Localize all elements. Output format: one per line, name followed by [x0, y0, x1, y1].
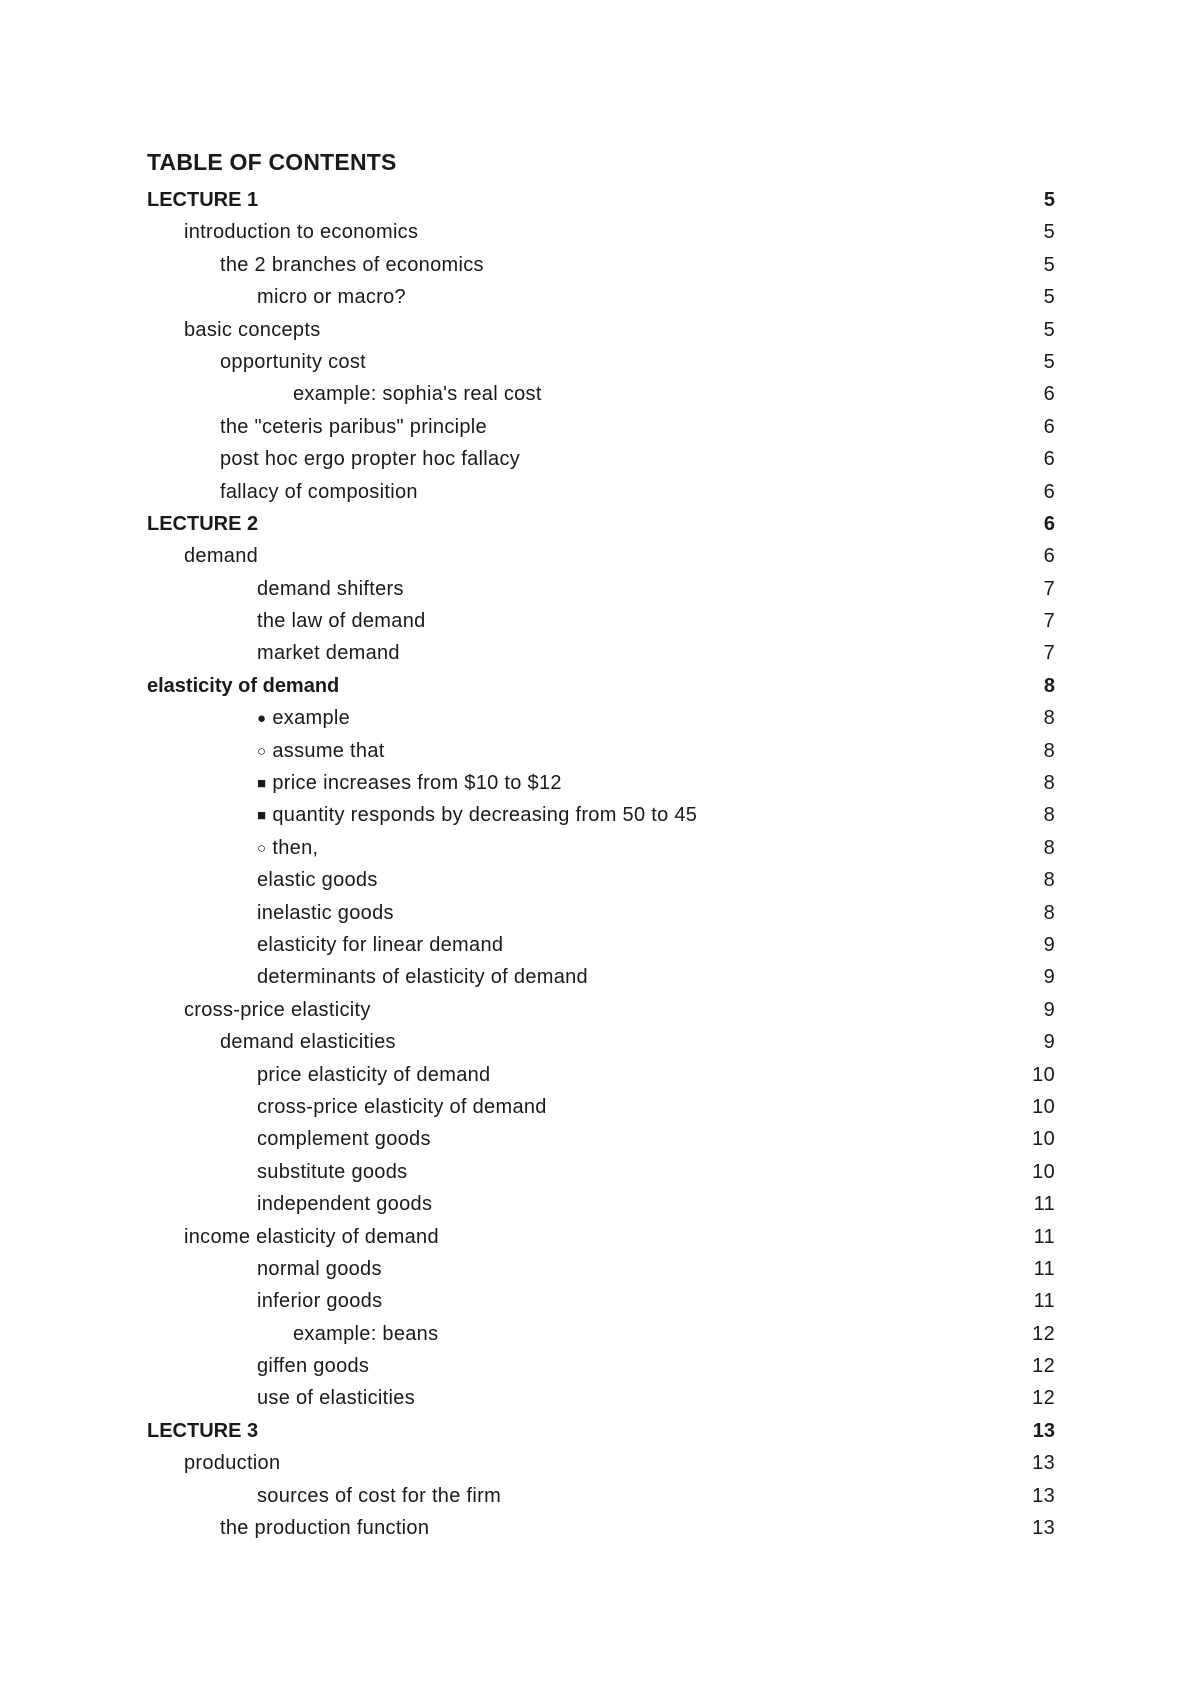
toc-entry-label [184, 1447, 280, 1479]
toc-entry[interactable] [147, 1091, 1067, 1123]
toc-page-number: 5 [1043, 221, 1055, 244]
toc-entry-text: cross-price elasticity [184, 998, 371, 1021]
toc-entry-label [257, 961, 588, 993]
toc-entry[interactable] [147, 1188, 1067, 1220]
toc-list [147, 184, 1067, 1544]
toc-page-number: 11 [1033, 1290, 1055, 1313]
toc-entry-text: elasticity of demand [147, 674, 340, 697]
toc-page-number: 5 [1043, 286, 1055, 309]
toc-entry[interactable] [147, 994, 1067, 1026]
toc-page-number: 9 [1043, 966, 1055, 989]
toc-entry-label [184, 540, 258, 572]
toc-entry-label [220, 443, 520, 475]
toc-title: TABLE OF CONTENTS [147, 149, 397, 175]
toc-entry[interactable] [147, 735, 1067, 767]
toc-entry-text: micro or macro? [257, 286, 406, 309]
toc-entry[interactable] [147, 832, 1067, 864]
toc-entry-label [220, 411, 487, 443]
toc-entry-label [257, 1285, 382, 1317]
toc-entry-text: LECTURE 2 [147, 512, 259, 535]
toc-section-heading[interactable] [147, 670, 1067, 702]
toc-entry-label [257, 637, 400, 669]
toc-entry[interactable] [147, 346, 1067, 378]
toc-entry[interactable] [147, 1026, 1067, 1058]
toc-page-number: 9 [1043, 933, 1055, 956]
toc-page-number: 5 [1043, 318, 1055, 341]
toc-page-number: 5 [1043, 350, 1055, 373]
toc-entry-label [184, 216, 418, 248]
toc-entry-text: demand elasticities [220, 1031, 396, 1054]
toc-entry-label [257, 897, 394, 929]
toc-entry[interactable] [147, 1480, 1067, 1512]
toc-page-number: 8 [1043, 772, 1055, 795]
toc-entry-text: substitute goods [257, 1160, 408, 1183]
toc-entry-label [184, 994, 371, 1026]
toc-entry-text: demand shifters [257, 577, 404, 600]
toc-entry-label [220, 346, 366, 378]
toc-entry-label [257, 605, 426, 637]
toc-entry-label [257, 1350, 369, 1382]
toc-entry-label [293, 378, 542, 410]
toc-entry-text: price increases from $10 to $12 [272, 772, 562, 795]
toc-entry[interactable] [147, 897, 1067, 929]
toc-page-number: 6 [1043, 512, 1055, 535]
toc-page-number: 6 [1043, 383, 1055, 406]
toc-entry[interactable] [147, 1382, 1067, 1414]
toc-entry-label [257, 573, 404, 605]
toc-entry-label [220, 1026, 396, 1058]
toc-page-number: 8 [1043, 836, 1055, 859]
toc-entry[interactable] [147, 637, 1067, 669]
toc-entry-text: LECTURE 1 [147, 189, 259, 211]
toc-entry-text: opportunity cost [220, 350, 366, 373]
document-page [147, 146, 1067, 1544]
toc-entry[interactable] [147, 702, 1067, 734]
toc-page-number: 12 [1032, 1322, 1055, 1345]
toc-entry[interactable] [147, 540, 1067, 572]
toc-page-number: 12 [1032, 1355, 1055, 1378]
toc-entry[interactable] [147, 411, 1067, 443]
toc-entry-text: example [272, 707, 351, 730]
toc-entry[interactable] [147, 281, 1067, 313]
toc-entry-text: the "ceteris paribus" principle [220, 415, 487, 438]
toc-entry-label [257, 799, 697, 832]
toc-entry-label [184, 1221, 439, 1253]
toc-page-number: 9 [1043, 998, 1055, 1021]
toc-page-number: 13 [1032, 1517, 1055, 1540]
toc-entry[interactable] [147, 1447, 1067, 1479]
toc-page-number: 10 [1032, 1160, 1055, 1183]
toc-entry-label [184, 314, 321, 346]
toc-entry-label [257, 1091, 547, 1123]
toc-entry[interactable] [147, 216, 1067, 248]
toc-entry-label [257, 1480, 501, 1512]
toc-page-number: 7 [1043, 610, 1055, 633]
toc-page-number: 5 [1043, 253, 1055, 276]
toc-entry-text: income elasticity of demand [184, 1225, 439, 1248]
toc-page-number: 10 [1032, 1095, 1055, 1118]
toc-entry-text: fallacy of composition [220, 480, 418, 503]
toc-entry-text: LECTURE 3 [147, 1419, 259, 1442]
toc-page-number: 7 [1043, 577, 1055, 600]
bullet-icon: ○ [257, 839, 267, 857]
toc-entry-text: price elasticity of demand [257, 1063, 491, 1086]
toc-entry-label [220, 249, 484, 281]
toc-entry[interactable] [147, 1285, 1067, 1317]
toc-entry-text: introduction to economics [184, 221, 419, 244]
toc-entry[interactable] [147, 314, 1067, 346]
toc-page-number: 11 [1033, 1225, 1055, 1248]
toc-entry[interactable] [147, 799, 1067, 831]
toc-entry-text: cross-price elasticity of demand [257, 1095, 547, 1118]
toc-entry-label [257, 1382, 415, 1414]
toc-entry-text: elasticity for linear demand [257, 933, 504, 956]
toc-entry-label [257, 702, 350, 735]
toc-entry-label [147, 670, 339, 702]
toc-entry-text: example: sophia's real cost [293, 383, 542, 406]
bullet-icon: ● [257, 710, 267, 728]
toc-entry[interactable] [147, 1350, 1067, 1382]
toc-entry-text: quantity responds by decreasing from 50 to 45 [272, 804, 698, 827]
toc-page-number: 8 [1043, 707, 1055, 730]
toc-entry-label [257, 735, 385, 768]
toc-entry-label [220, 1512, 429, 1544]
toc-entry-text: then, [272, 836, 319, 859]
toc-entry[interactable] [147, 573, 1067, 605]
toc-section-heading[interactable] [147, 508, 1067, 540]
toc-entry-label [257, 832, 318, 865]
toc-page-number: 10 [1032, 1063, 1055, 1086]
toc-entry[interactable] [147, 443, 1067, 475]
toc-entry-label [257, 281, 406, 313]
toc-entry-text: basic concepts [184, 318, 321, 341]
toc-entry[interactable] [147, 864, 1067, 896]
bullet-icon: ■ [257, 775, 267, 793]
toc-entry-label [147, 508, 258, 540]
toc-entry-text: the law of demand [257, 610, 426, 633]
toc-entry-label [257, 767, 562, 800]
toc-entry[interactable] [147, 249, 1067, 281]
toc-entry[interactable] [147, 1156, 1067, 1188]
toc-entry-label [257, 864, 378, 896]
toc-entry-text: the 2 branches of economics [220, 253, 484, 276]
toc-entry-label [257, 1156, 407, 1188]
toc-entry-text: independent goods [257, 1193, 433, 1216]
toc-entry-text: complement goods [257, 1128, 431, 1151]
toc-page-number: 10 [1032, 1128, 1055, 1151]
toc-entry-text: elastic goods [257, 869, 378, 892]
toc-entry-label [220, 476, 418, 508]
toc-page-number: 6 [1043, 480, 1055, 503]
toc-page-number: 8 [1043, 901, 1055, 924]
toc-entry-text: use of elasticities [257, 1387, 415, 1410]
toc-page-number: 6 [1043, 545, 1055, 568]
toc-entry-label [257, 1123, 431, 1155]
toc-page-number: 9 [1043, 1031, 1055, 1054]
toc-entry[interactable] [147, 1123, 1067, 1155]
toc-page-number: 8 [1043, 869, 1055, 892]
toc-entry[interactable] [147, 1059, 1067, 1091]
toc-page-number: 13 [1032, 1452, 1055, 1475]
toc-entry[interactable] [147, 1221, 1067, 1253]
toc-entry-label [257, 929, 503, 961]
toc-section-heading[interactable] [147, 184, 1067, 216]
toc-entry-text: example: beans [293, 1322, 439, 1345]
toc-page-number: 11 [1033, 1193, 1055, 1216]
toc-entry[interactable] [147, 767, 1067, 799]
toc-page-number: 11 [1033, 1257, 1055, 1280]
toc-page-number: 12 [1032, 1387, 1055, 1410]
toc-page-number: 8 [1043, 739, 1055, 762]
toc-entry-text: determinants of elasticity of demand [257, 966, 588, 989]
bullet-icon: ■ [257, 807, 267, 825]
toc-section-heading[interactable] [147, 1415, 1067, 1447]
toc-page-number: 6 [1043, 448, 1055, 471]
toc-entry-text: inferior goods [257, 1290, 383, 1313]
toc-entry[interactable] [147, 1318, 1067, 1350]
toc-entry-text: production [184, 1452, 281, 1475]
toc-entry-text: inelastic goods [257, 901, 394, 924]
toc-entry-label [147, 1415, 258, 1447]
toc-entry[interactable] [147, 378, 1067, 410]
toc-entry-text: the production function [220, 1517, 430, 1540]
toc-entry-label [257, 1059, 490, 1091]
toc-entry-text: demand [184, 545, 259, 568]
toc-entry[interactable] [147, 605, 1067, 637]
toc-entry-text: post hoc ergo propter hoc fallacy [220, 448, 521, 471]
toc-entry-label [257, 1188, 432, 1220]
toc-entry[interactable] [147, 961, 1067, 993]
toc-entry-label [257, 1253, 382, 1285]
toc-entry[interactable] [147, 1512, 1067, 1544]
toc-page-number: 7 [1043, 642, 1055, 665]
toc-page-number: 8 [1043, 804, 1055, 827]
toc-page-number: 13 [1032, 1419, 1055, 1442]
toc-entry-label [293, 1318, 438, 1350]
bullet-icon: ○ [257, 742, 267, 760]
toc-entry-text: market demand [257, 642, 400, 665]
toc-entry[interactable] [147, 476, 1067, 508]
toc-entry-text: assume that [272, 739, 385, 762]
toc-page-number: 8 [1043, 674, 1055, 697]
toc-entry-text: normal goods [257, 1257, 382, 1280]
toc-entry[interactable] [147, 929, 1067, 961]
toc-entry-text: giffen goods [257, 1355, 370, 1378]
toc-entry-label [147, 184, 258, 216]
toc-page-number: 6 [1043, 415, 1055, 438]
toc-entry-text: sources of cost for the firm [257, 1484, 502, 1507]
toc-page-number: 5 [1043, 189, 1055, 211]
toc-page-number: 13 [1032, 1484, 1055, 1507]
toc-entry[interactable] [147, 1253, 1067, 1285]
